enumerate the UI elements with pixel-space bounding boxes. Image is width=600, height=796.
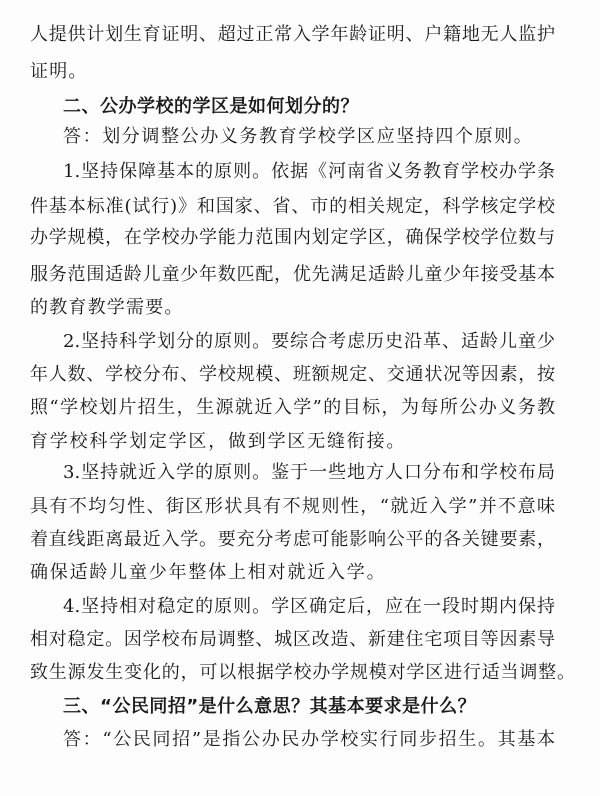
paragraph-line: 3.坚持就近入学的原则。鉴于一些地方人口分布和学校布局 [63,462,555,483]
paragraph-line: 件基本标准(试行)》和国家、省、市的相关规定，科学核定学校 [30,196,555,217]
paragraph-line: 答：划分调整公办义务教育学校学区应坚持四个原则。 [63,126,534,147]
paragraph-line: 致生源发生变化的，可以根据学校办学规模对学区进行适当调整。 [30,662,575,683]
paragraph-line: 2.坚持科学划分的原则。要综合考虑历史沿革、适龄儿童少 [63,331,555,352]
paragraph-line: 1.坚持保障基本的原则。依据《河南省义务教育学校办学条 [63,161,555,182]
paragraph-line: 确保适龄儿童少年整体上相对就近入学。 [30,562,387,583]
paragraph-line: 证明。 [30,61,88,82]
paragraph-line: 答：“公民同招”是指公办民办学校实行同步招生。其基本 [63,729,555,750]
paragraph-line: 办学规模，在学校办学能力范围内划定学区，确保学校学位数与 [30,227,555,248]
section-heading-3: 三、“公民同招”是什么意思？其基本要求是什么？ [63,696,477,717]
paragraph-line: 年人数、学校分布、学校规模、班额规定、交通状况等因素，按 [30,364,555,385]
paragraph-line: 照“学校划片招生，生源就近入学”的目标，为每所公办义务教 [30,397,555,418]
paragraph-line: 的教育教学需要。 [30,297,184,318]
paragraph-line: 相对稳定。因学校布局调整、城区改造、新建住宅项目等因素导 [30,629,555,650]
paragraph-line: 服务范围适龄儿童少年数匹配，优先满足适龄儿童少年接受基本 [30,264,555,285]
paragraph-line: 人提供计划生育证明、超过正常入学年龄证明、户籍地无人监护 [30,24,555,45]
paragraph-line: 具有不均匀性、街区形状具有不规则性，“就近入学”并不意味 [30,496,555,517]
paragraph-line: 着直线距离最近入学。要充分考虑可能影响公平的各关键要素， [30,529,555,550]
paragraph-line: 育学校科学划定学区，做到学区无缝衔接。 [30,431,407,452]
section-heading-2: 二、公办学校的学区是如何划分的？ [63,96,359,117]
paragraph-line: 4.坚持相对稳定的原则。学区确定后，应在一段时期内保持 [63,596,555,617]
